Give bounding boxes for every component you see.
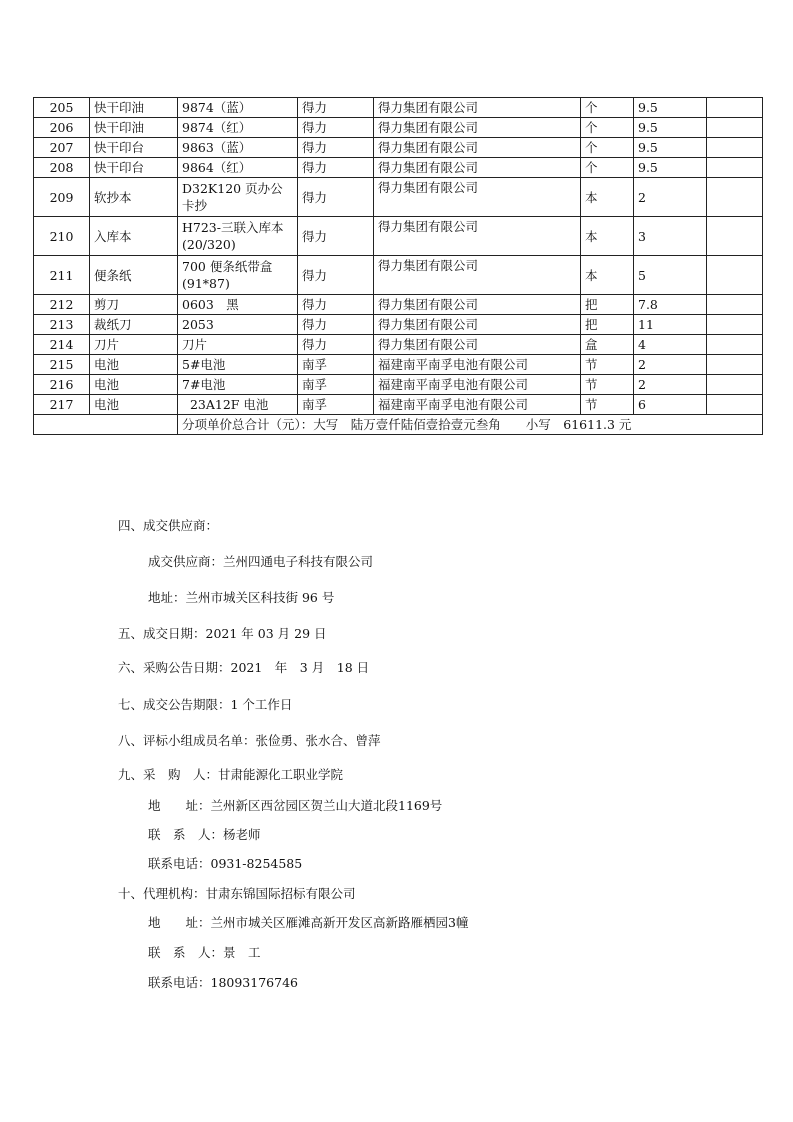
- cell-unit: 把: [581, 315, 634, 335]
- cell-blank: [707, 217, 763, 256]
- cell-unit-price: 9.5: [634, 98, 707, 118]
- cell-brand: 得力: [298, 256, 374, 295]
- cell-unit: 把: [581, 295, 634, 315]
- cell-item-name: 刀片: [90, 335, 178, 355]
- cell-unit-price: 2: [634, 178, 707, 217]
- cell-manufacturer: 得力集团有限公司: [374, 178, 581, 217]
- cell-blank: [707, 335, 763, 355]
- cell-blank: [707, 138, 763, 158]
- cell-spec: 9863（蓝）: [178, 138, 298, 158]
- cell-unit-price: 9.5: [634, 158, 707, 178]
- table-row: [34, 375, 763, 395]
- purchaser-address: 地 址：兰州新区西岔园区贺兰山大道北段1169号: [148, 798, 443, 813]
- cell-brand: 南孚: [298, 375, 374, 395]
- cell-spec: 刀片: [178, 335, 298, 355]
- cell-item-name: 便条纸: [90, 256, 178, 295]
- cell-number: 206: [34, 118, 90, 138]
- table-row: [34, 315, 763, 335]
- agency: 十、代理机构：甘肃东锦国际招标有限公司: [118, 886, 356, 901]
- purchaser-phone: 联系电话：0931-8254585: [148, 856, 303, 871]
- table-row: [34, 395, 763, 415]
- cell-number: 217: [34, 395, 90, 415]
- table-row: [34, 178, 763, 217]
- items-table: [33, 97, 763, 435]
- cell-unit: 个: [581, 118, 634, 138]
- cell-spec: 9864（红）: [178, 158, 298, 178]
- cell-unit-price: 9.5: [634, 138, 707, 158]
- cell-spec: 2053: [178, 315, 298, 335]
- cell-brand: 得力: [298, 178, 374, 217]
- cell-blank: [707, 315, 763, 335]
- cell-spec: 9874（蓝）: [178, 98, 298, 118]
- cell-manufacturer: 得力集团有限公司: [374, 315, 581, 335]
- announcement-date: 六、采购公告日期：2021 年 3 月 18 日: [118, 660, 370, 675]
- cell-spec: 7#电池: [178, 375, 298, 395]
- agency-address: 地 址：兰州市城关区雁滩高新开发区高新路雁栖园3幢: [148, 915, 469, 930]
- items-table-body: [34, 98, 763, 435]
- cell-item-name: 剪刀: [90, 295, 178, 315]
- cell-number: 213: [34, 315, 90, 335]
- agency-contact: 联 系 人：景 工: [148, 945, 261, 960]
- purchaser-contact: 联 系 人：杨老师: [148, 827, 261, 842]
- cell-number: 205: [34, 98, 90, 118]
- cell-unit: 个: [581, 138, 634, 158]
- cell-item-name: 快干印油: [90, 118, 178, 138]
- cell-unit-price: 11: [634, 315, 707, 335]
- cell-unit-price: 2: [634, 355, 707, 375]
- cell-spec: D32K120 页办公卡抄: [178, 178, 298, 217]
- cell-manufacturer: 福建南平南孚电池有限公司: [374, 355, 581, 375]
- cell-number: 209: [34, 178, 90, 217]
- cell-unit: 本: [581, 217, 634, 256]
- table-row: [34, 158, 763, 178]
- cell-unit: 盒: [581, 335, 634, 355]
- cell-unit: 节: [581, 395, 634, 415]
- cell-spec: 700 便条纸带盒(91*87): [178, 256, 298, 295]
- cell-number: 212: [34, 295, 90, 315]
- cell-spec: 0603 黑: [178, 295, 298, 315]
- cell-blank: [707, 178, 763, 217]
- total-row: [34, 415, 763, 435]
- cell-unit-price: 2: [634, 375, 707, 395]
- cell-brand: 得力: [298, 335, 374, 355]
- cell-unit: 个: [581, 158, 634, 178]
- cell-number: 210: [34, 217, 90, 256]
- cell-number: 216: [34, 375, 90, 395]
- cell-blank: [707, 98, 763, 118]
- cell-number: 215: [34, 355, 90, 375]
- cell-brand: 得力: [298, 98, 374, 118]
- cell-manufacturer: 得力集团有限公司: [374, 98, 581, 118]
- cell-blank: [707, 158, 763, 178]
- cell-number: 208: [34, 158, 90, 178]
- table-row: [34, 256, 763, 295]
- agency-phone: 联系电话：18093176746: [148, 975, 298, 990]
- total-row-blank: [34, 415, 178, 435]
- cell-unit: 节: [581, 375, 634, 395]
- cell-unit: 节: [581, 355, 634, 375]
- cell-brand: 得力: [298, 315, 374, 335]
- deal-date: 五、成交日期：2021 年 03 月 29 日: [118, 626, 327, 641]
- cell-item-name: 快干印油: [90, 98, 178, 118]
- cell-manufacturer: 得力集团有限公司: [374, 217, 581, 256]
- table-row: [34, 217, 763, 256]
- cell-spec: 9874（红）: [178, 118, 298, 138]
- cell-manufacturer: 得力集团有限公司: [374, 295, 581, 315]
- cell-manufacturer: 得力集团有限公司: [374, 118, 581, 138]
- cell-item-name: 电池: [90, 355, 178, 375]
- cell-item-name: 电池: [90, 395, 178, 415]
- cell-blank: [707, 375, 763, 395]
- announcement-period: 七、成交公告期限：1 个工作日: [118, 697, 293, 712]
- cell-spec: 23A12F 电池: [178, 395, 298, 415]
- cell-blank: [707, 256, 763, 295]
- cell-item-name: 快干印台: [90, 158, 178, 178]
- cell-brand: 得力: [298, 217, 374, 256]
- cell-spec: H723-三联入库本(20/320): [178, 217, 298, 256]
- section-4-title: 四、成交供应商：: [118, 518, 219, 533]
- cell-brand: 南孚: [298, 395, 374, 415]
- cell-manufacturer: 得力集团有限公司: [374, 158, 581, 178]
- cell-unit: 本: [581, 178, 634, 217]
- cell-item-name: 软抄本: [90, 178, 178, 217]
- deal-supplier: 成交供应商：兰州四通电子科技有限公司: [148, 554, 374, 569]
- table-row: [34, 335, 763, 355]
- cell-brand: 南孚: [298, 355, 374, 375]
- review-panel-members: 八、评标小组成员名单：张俭勇、张水合、曾萍: [118, 733, 381, 748]
- table-row: [34, 355, 763, 375]
- cell-manufacturer: 得力集团有限公司: [374, 256, 581, 295]
- table-row: [34, 295, 763, 315]
- cell-unit-price: 3: [634, 217, 707, 256]
- cell-brand: 得力: [298, 158, 374, 178]
- cell-manufacturer: 福建南平南孚电池有限公司: [374, 375, 581, 395]
- cell-manufacturer: 福建南平南孚电池有限公司: [374, 395, 581, 415]
- cell-blank: [707, 118, 763, 138]
- cell-number: 207: [34, 138, 90, 158]
- cell-unit-price: 6: [634, 395, 707, 415]
- cell-brand: 得力: [298, 138, 374, 158]
- cell-brand: 得力: [298, 295, 374, 315]
- cell-unit: 个: [581, 98, 634, 118]
- grand-total-text: 分项单价总合计（元）：大写 陆万壹仟陆佰壹拾壹元叁角 小写 61611.3 元: [178, 415, 763, 435]
- cell-manufacturer: 得力集团有限公司: [374, 138, 581, 158]
- table-row: [34, 98, 763, 118]
- cell-blank: [707, 355, 763, 375]
- cell-item-name: 入库本: [90, 217, 178, 256]
- cell-item-name: 裁纸刀: [90, 315, 178, 335]
- table-row: [34, 138, 763, 158]
- cell-item-name: 电池: [90, 375, 178, 395]
- cell-unit-price: 5: [634, 256, 707, 295]
- cell-blank: [707, 295, 763, 315]
- cell-unit-price: 9.5: [634, 118, 707, 138]
- cell-spec: 5#电池: [178, 355, 298, 375]
- cell-manufacturer: 得力集团有限公司: [374, 335, 581, 355]
- cell-number: 214: [34, 335, 90, 355]
- cell-blank: [707, 395, 763, 415]
- cell-item-name: 快干印台: [90, 138, 178, 158]
- purchaser: 九、采 购 人：甘肃能源化工职业学院: [118, 767, 344, 782]
- cell-unit: 本: [581, 256, 634, 295]
- supplier-address: 地址：兰州市城关区科技街 96 号: [148, 590, 335, 605]
- table-row: [34, 118, 763, 138]
- cell-unit-price: 4: [634, 335, 707, 355]
- cell-number: 211: [34, 256, 90, 295]
- cell-unit-price: 7.8: [634, 295, 707, 315]
- cell-brand: 得力: [298, 118, 374, 138]
